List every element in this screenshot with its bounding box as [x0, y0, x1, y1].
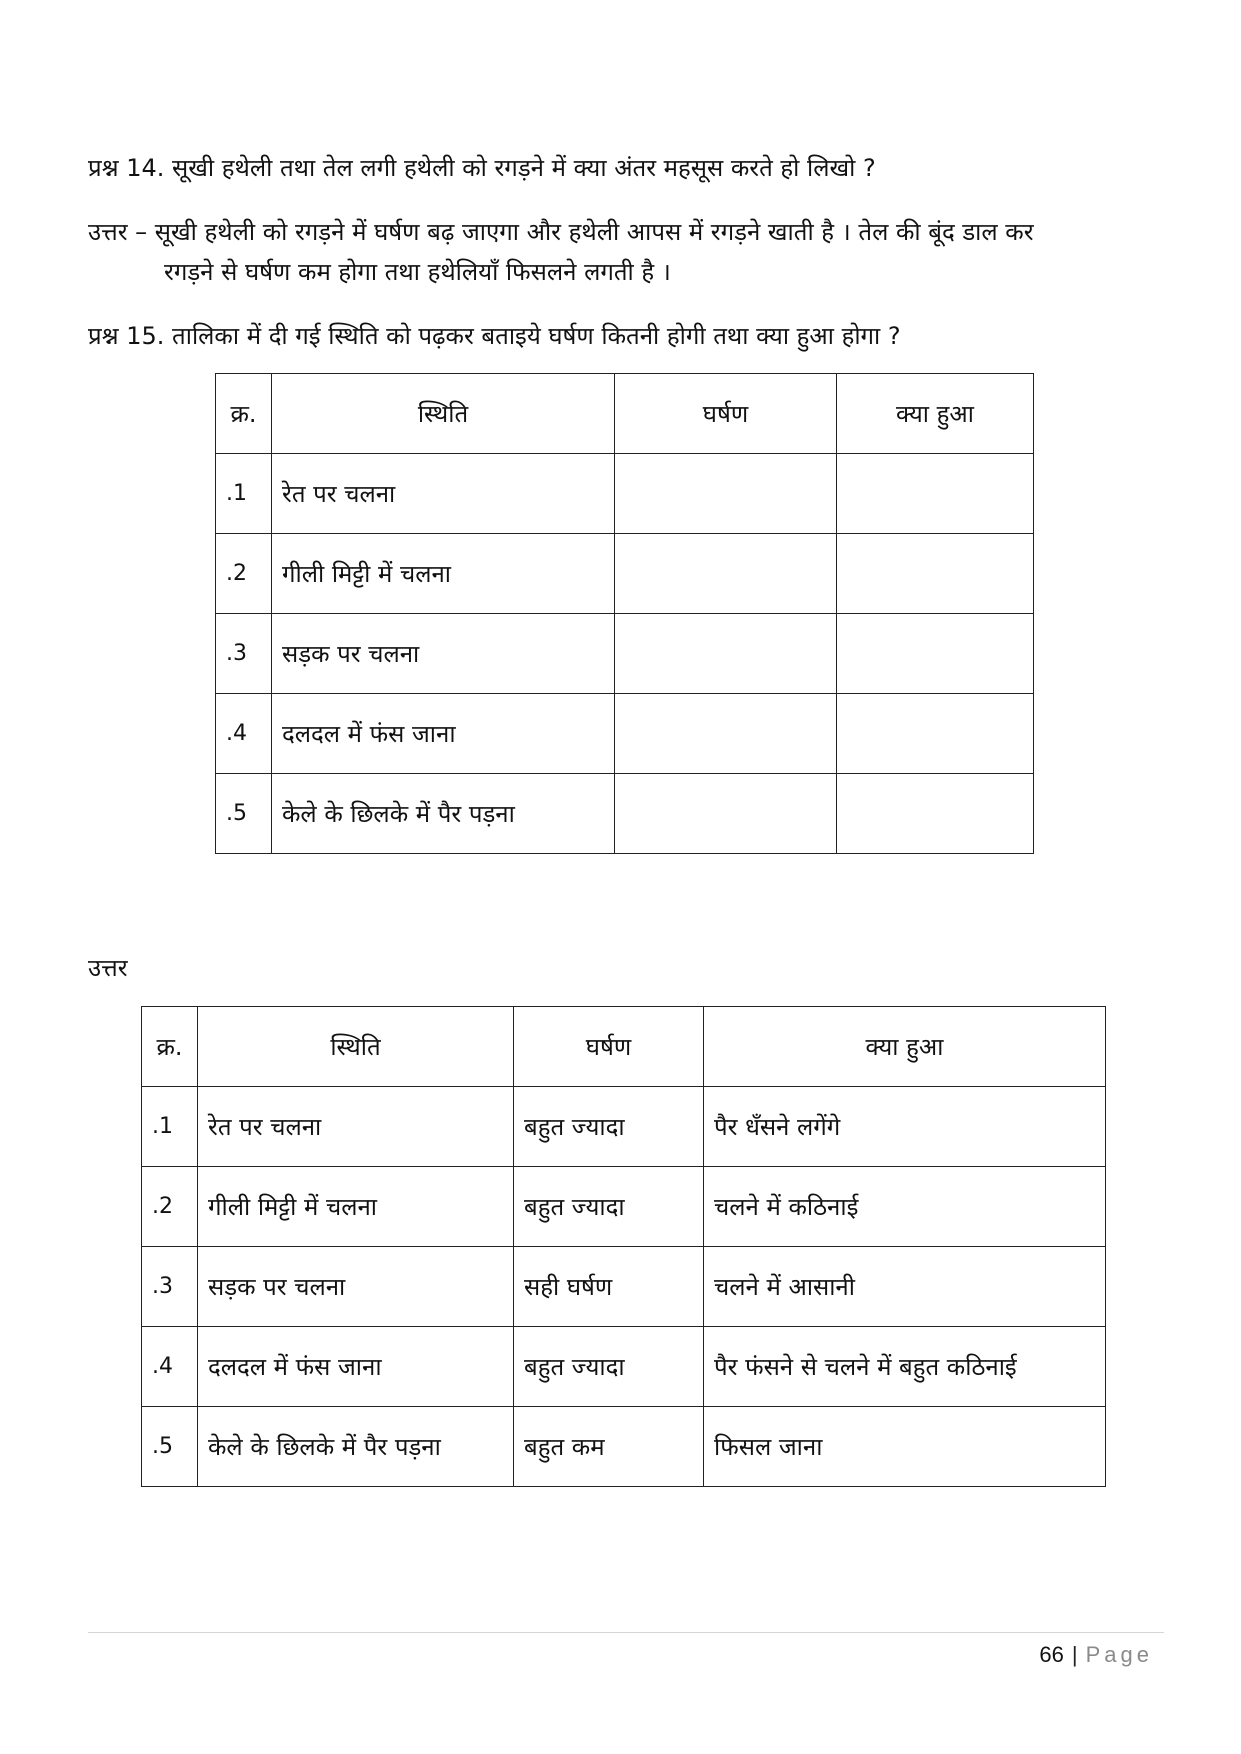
row-friction: बहुत ज्यादा [514, 1167, 704, 1247]
row-number: .4 [142, 1327, 198, 1407]
header-what-happened: क्या हुआ [837, 374, 1034, 454]
row-situation: दलदल में फंस जाना [198, 1327, 514, 1407]
row-result-blank [837, 694, 1034, 774]
row-friction: सही घर्षण [514, 1247, 704, 1327]
row-situation: गीली मिट्टी में चलना [198, 1167, 514, 1247]
question-14: प्रश्न 14. सूखी हथेली तथा तेल लगी हथेली को रगड़ने में क्या अंतर महसूस करते हो लिखो ? [88, 154, 876, 182]
question-table [215, 373, 1034, 854]
row-situation: केले के छिलके में पैर पड़ना [272, 774, 615, 854]
header-situation: स्थिति [272, 374, 615, 454]
row-situation: रेत पर चलना [198, 1087, 514, 1167]
row-result: चलने में आसानी [704, 1247, 1106, 1327]
header-friction: घर्षण [514, 1007, 704, 1087]
row-number: .4 [216, 694, 272, 774]
row-friction: बहुत कम [514, 1407, 704, 1487]
answer-14-line-1: उत्तर – सूखी हथेली को रगड़ने में घर्षण बढ़ जाएगा और हथेली आपस में रगड़ने खाती है । तेल की बूंद डाल कर [88, 218, 1034, 246]
row-number: .5 [216, 774, 272, 854]
row-friction-blank [615, 694, 837, 774]
table-row [216, 614, 1034, 694]
table-row [142, 1407, 1106, 1487]
row-friction-blank [615, 614, 837, 694]
header-what-happened: क्या हुआ [704, 1007, 1106, 1087]
header-friction: घर्षण [615, 374, 837, 454]
page-label: Page [1085, 1642, 1153, 1667]
row-result-blank [837, 614, 1034, 694]
table-header-row [142, 1007, 1106, 1087]
page-footer [1039, 1638, 1153, 1672]
table-row [142, 1087, 1106, 1167]
row-result-blank [837, 774, 1034, 854]
table-row [216, 694, 1034, 774]
answer-14-line-2: रगड़ने से घर्षण कम होगा तथा हथेलियाँ फिसलने लगती है । [164, 258, 671, 286]
question-15: प्रश्न 15. तालिका में दी गई स्थिति को पढ़कर बताइये घर्षण कितनी होगी तथा क्या हुआ होगा ? [88, 322, 901, 350]
answer-label: उत्तर [88, 954, 128, 982]
row-result: फिसल जाना [704, 1407, 1106, 1487]
row-situation: गीली मिट्टी में चलना [272, 534, 615, 614]
row-result: चलने में कठिनाई [704, 1167, 1106, 1247]
row-friction: बहुत ज्यादा [514, 1327, 704, 1407]
row-friction: बहुत ज्यादा [514, 1087, 704, 1167]
row-situation: दलदल में फंस जाना [272, 694, 615, 774]
answer-table [141, 1006, 1106, 1487]
row-number: .3 [142, 1247, 198, 1327]
row-friction-blank [615, 774, 837, 854]
table-row [142, 1167, 1106, 1247]
row-situation: सड़क पर चलना [272, 614, 615, 694]
footer-separator: | [1071, 1642, 1078, 1667]
row-situation: केले के छिलके में पैर पड़ना [198, 1407, 514, 1487]
row-situation: रेत पर चलना [272, 454, 615, 534]
table-row [216, 534, 1034, 614]
table-row [216, 454, 1034, 534]
table-header-row [216, 374, 1034, 454]
row-situation: सड़क पर चलना [198, 1247, 514, 1327]
row-number: .2 [216, 534, 272, 614]
row-number: .1 [142, 1087, 198, 1167]
row-result: पैर धँसने लगेंगे [704, 1087, 1106, 1167]
row-result-blank [837, 534, 1034, 614]
table-row [142, 1247, 1106, 1327]
row-friction-blank [615, 534, 837, 614]
row-number: .1 [216, 454, 272, 534]
row-number: .2 [142, 1167, 198, 1247]
row-number: .5 [142, 1407, 198, 1487]
row-result-blank [837, 454, 1034, 534]
header-situation: स्थिति [198, 1007, 514, 1087]
page-number: 66 [1039, 1642, 1064, 1667]
header-serial: क्र. [216, 374, 272, 454]
row-result: पैर फंसने से चलने में बहुत कठिनाई [704, 1327, 1106, 1407]
row-friction-blank [615, 454, 837, 534]
footer-divider [88, 1632, 1164, 1633]
table-row [216, 774, 1034, 854]
table-row [142, 1327, 1106, 1407]
header-serial: क्र. [142, 1007, 198, 1087]
row-number: .3 [216, 614, 272, 694]
